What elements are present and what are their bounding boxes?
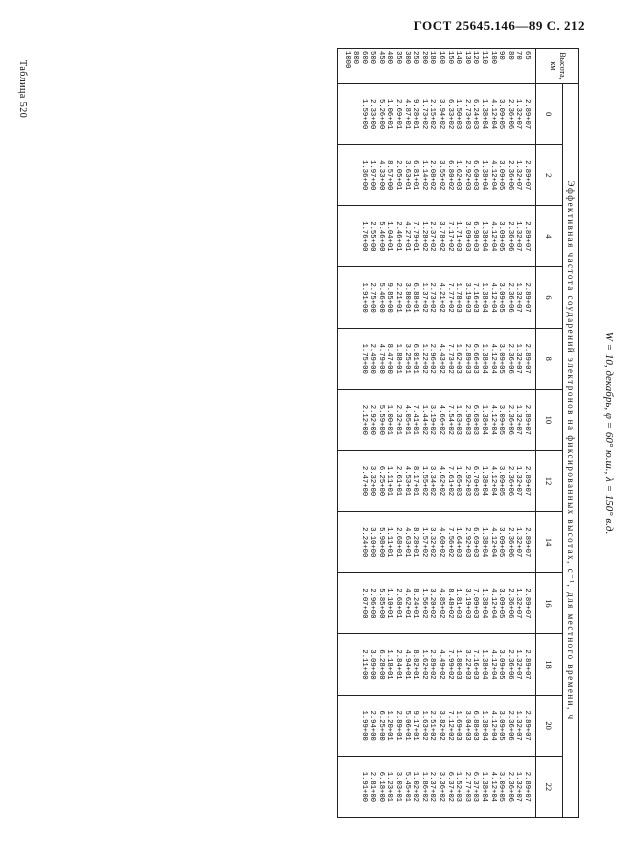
time-header: 22 — [536, 756, 563, 817]
values-column: 2.89+07 1.32+07 2.36+06 3.09+05 4.12+04 1.38+04 7.16+03 3.19+03 1.78+03 7.77+02 4.21+02 2.73+02 1.37+02 6.88+01 3.80+01 2.21+01 9.85+00 5.46+00 2.75+00 1.91+00 — [337, 267, 535, 328]
values-column: 2.89+07 1.32+07 2.36+06 3.09+05 4.12+04 1.38+04 6.66+03 2.89+03 1.62+03 7.73+02 4.43+02 2.96+02 1.22+02 6.01+01 3.25+01 1.88+01 8.47+00 4.79+00 2.49+00 1.75+00 — [337, 328, 535, 389]
table-title: W = 10, декабрь, φ = 60° ю.ш., λ = 150° в.д. — [603, 331, 615, 535]
values-column: 2.89+07 1.32+07 2.36+06 3.09+05 4.12+04 1.38+04 6.69+03 2.92+03 1.64+03 7.56+02 4.60+02 3.32+02 1.57+02 8.28+01 4.63+01 2.68+01 1.11+01 5.98+00 3.10+00 2.24+00 — [337, 512, 535, 573]
time-header: 12 — [536, 450, 563, 511]
time-header: 2 — [536, 145, 563, 206]
values-column: 2.89+07 1.32+07 2.36+06 3.09+05 4.12+04 1.38+04 6.24+03 2.73+03 1.50+03 6.33+02 3.94+02 2.15+02 1.73+02 9.28+01 4.87+01 2.69+01 1.06+01 5.26+00 2.33+00 1.59+00 — [337, 84, 535, 145]
values-column: 2.89+07 1.32+07 2.36+06 3.09+05 4.12+04 1.38+04 7.09+03 3.19+03 1.81+03 8.48+02 4.85+02 3.20+02 1.56+02 8.24+01 4.62+01 2.68+01 1.10+01 5.85+00 2.96+00 2.07+00 — [337, 573, 535, 634]
values-column: 2.89+07 1.32+07 2.36+06 3.09+05 4.12+04 1.38+04 6.60+03 2.92+03 1.62+03 6.80+02 3.55+02 2.08+02 1.14+02 6.81+01 3.63+01 2.05+01 8.57+00 4.33+00 1.97+00 1.36+00 — [337, 145, 535, 206]
rotated-page-content — [95, 48, 615, 818]
values-column: 2.89+07 1.32+07 2.36+06 3.09+05 4.12+04 1.38+04 6.98+03 3.09+03 1.71+03 7.17+02 3.78+02 2.37+02 1.28+02 7.79+01 4.27+01 2.46+01 1.04+01 5.46+00 2.55+00 1.76+00 — [337, 206, 535, 267]
time-header: 0 — [536, 84, 563, 145]
values-column: 2.89+07 1.32+07 2.36+06 3.09+05 4.12+04 1.38+04 6.70+03 2.92+03 1.65+03 7.61+02 4.62+02 3.34+02 1.55+02 8.17+01 4.53+01 2.61+01 1.11+01 6.25+00 3.32+00 2.47+00 — [337, 450, 535, 511]
values-column: 2.89+07 1.32+07 2.36+06 3.09+05 4.12+04 1.38+04 6.68+03 2.90+03 1.63+03 7.54+02 4.66+02 3.19+02 1.44+02 7.41+01 4.05+01 2.32+01 1.00+01 5.59+00 2.92+00 2.12+00 — [337, 389, 535, 450]
time-header: 10 — [536, 389, 563, 450]
values-column: 2.89+07 1.32+07 2.36+06 3.09+05 4.12+04 1.38+04 7.16+03 3.22+03 1.80+03 7.99+02 4.49+02 2.89+02 1.62+02 8.82+01 4.94+01 2.84+01 1.18+01 6.28+00 3.09+00 2.11+00 — [337, 634, 535, 695]
table-caption: Эффективная частота соударений электронов на фиксированных высотах, с⁻¹, для местного времени, ч — [563, 84, 579, 818]
time-header: 6 — [536, 267, 563, 328]
time-header: 8 — [536, 328, 563, 389]
height-header: Высота, км — [536, 49, 579, 84]
values-column: 2.89+07 1.32+07 2.36+06 3.09+05 4.12+04 1.38+04 6.37+03 2.77+03 1.52+03 6.37+02 3.36+02 2.37+02 1.86+02 1.02+02 5.45+01 3.03+01 1.23+01 6.18+00 2.81+00 1.91+00 — [337, 756, 535, 817]
time-header: 14 — [536, 512, 563, 573]
altitude-column: 65 70 80 90 100 110 120 130 140 150 160 180 200 250 300 350 400 450 500 600 800 1000 — [337, 49, 535, 84]
time-header: 20 — [536, 695, 563, 756]
time-header: 4 — [536, 206, 563, 267]
table-number-label: Таблица 520 — [17, 60, 28, 119]
page-header: ГОСТ 25645.146—89 С. 212 — [413, 18, 585, 33]
time-header: 16 — [536, 573, 563, 634]
values-column: 2.89+07 1.32+07 2.36+06 3.09+05 4.12+04 1.38+04 6.88+03 3.04+03 1.69+03 7.12+02 3.82+02 2.51+02 1.63+02 9.17+01 5.06+01 2.89+01 1.20+01 6.25+00 2.94+00 1.99+00 — [337, 695, 535, 756]
collision-frequency-table — [337, 48, 579, 818]
time-header: 18 — [536, 634, 563, 695]
